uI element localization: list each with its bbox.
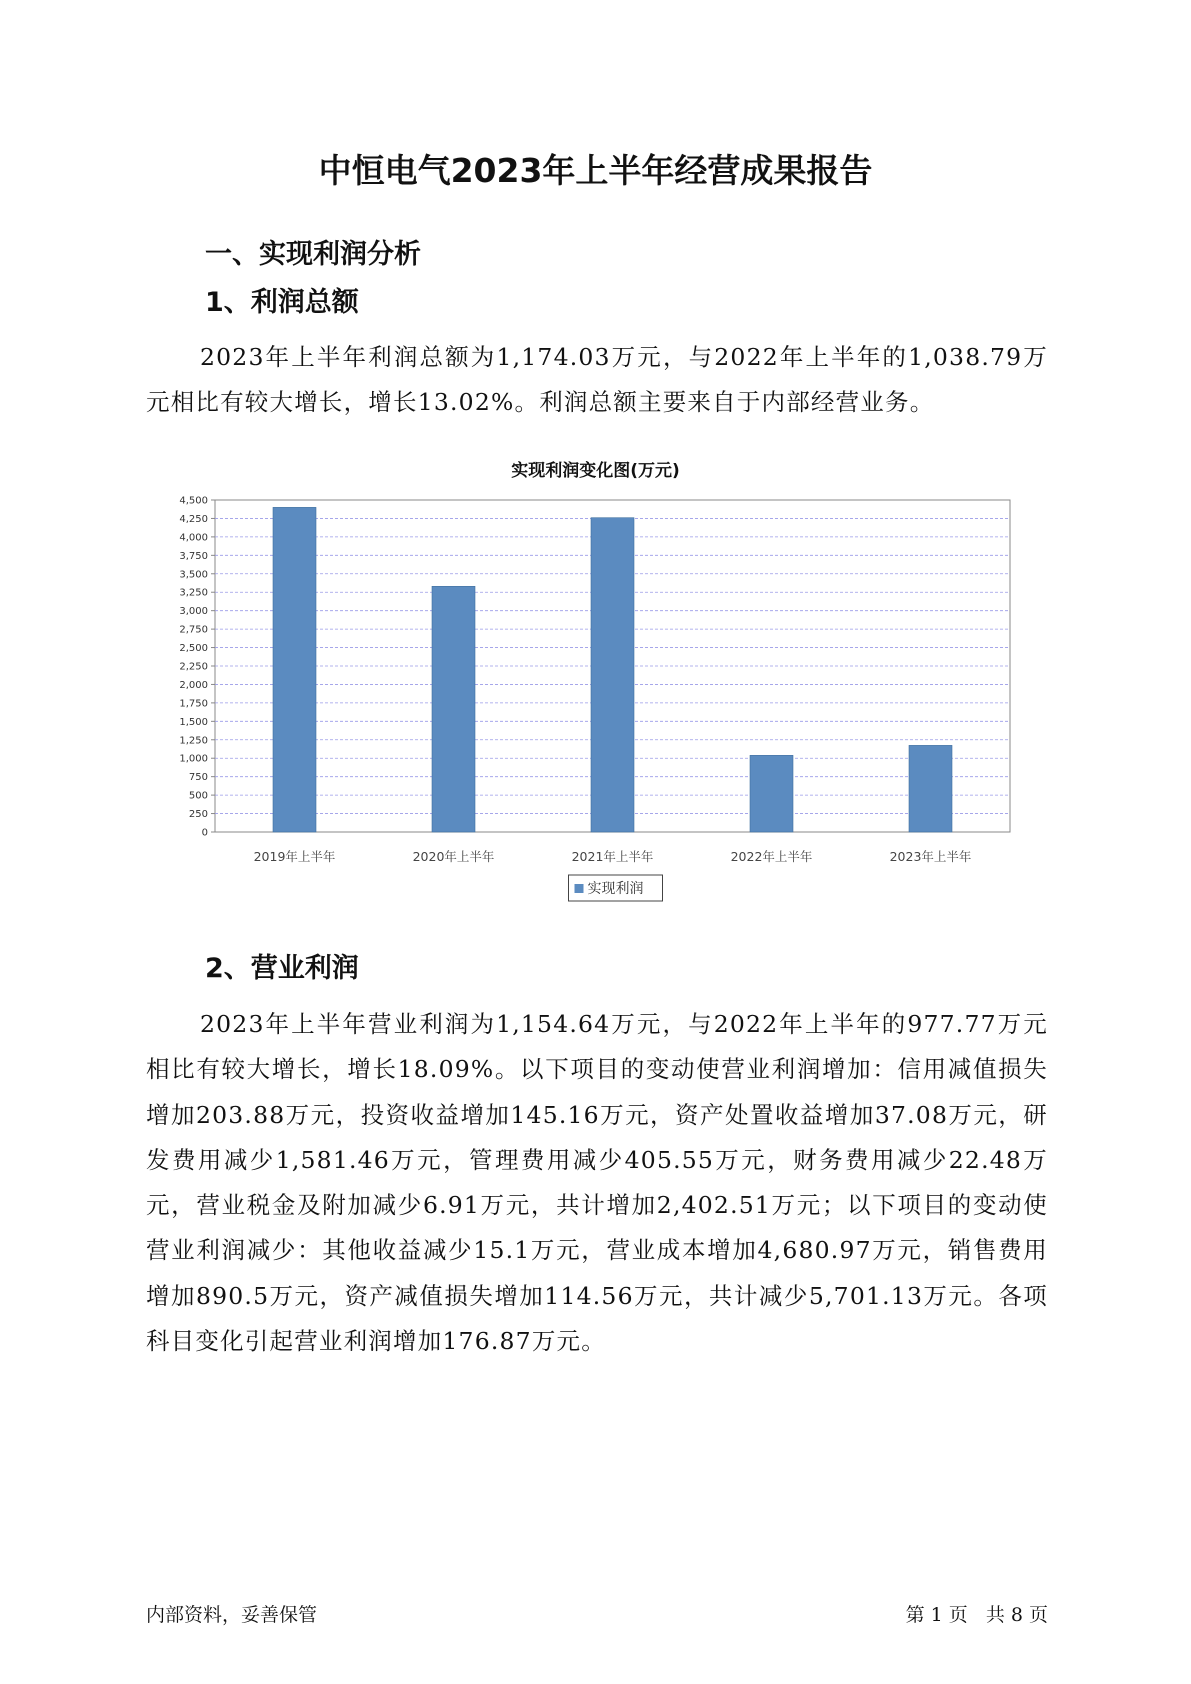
bar xyxy=(750,755,793,832)
bar xyxy=(432,586,475,832)
y-tick-label: 500 xyxy=(188,790,208,802)
total-unit: 页 xyxy=(1028,1604,1048,1626)
footer-page-info xyxy=(903,1600,1051,1627)
subsection-heading-profit-total: 1、利润总额 xyxy=(205,287,359,318)
total-pages: 8 xyxy=(1010,1604,1023,1626)
y-tick-label: 3,500 xyxy=(179,569,208,581)
y-tick-label: 3,750 xyxy=(179,550,208,562)
x-tick-label: 2020年上半年 xyxy=(412,849,495,864)
bar xyxy=(909,745,952,832)
total-prefix: 共 xyxy=(985,1604,1005,1626)
page-number: 1 xyxy=(930,1604,943,1626)
page-prefix: 第 xyxy=(905,1604,925,1626)
y-tick-label: 250 xyxy=(188,809,208,821)
y-tick-label: 0 xyxy=(201,827,208,839)
legend-label: 实现利润 xyxy=(587,881,644,897)
paragraph-profit-total: 2023年上半年利润总额为1,174.03万元，与2022年上半年的1,038.79万元相比有较大增长，增长13.02%。利润总额主要来自于内部经营业务。 xyxy=(146,343,1048,417)
x-tick-label: 2022年上半年 xyxy=(730,849,813,864)
y-tick-label: 2,250 xyxy=(179,661,208,673)
y-tick-label: 4,500 xyxy=(179,495,208,507)
y-tick-label: 1,250 xyxy=(179,735,208,747)
y-tick-label: 750 xyxy=(188,772,208,784)
section-heading: 一、实现利润分析 xyxy=(205,239,421,270)
subsection-heading-operating-profit: 2、营业利润 xyxy=(205,953,359,984)
y-tick-label: 1,750 xyxy=(179,698,208,710)
y-tick-label: 4,250 xyxy=(179,513,208,525)
y-tick-label: 3,000 xyxy=(179,606,208,618)
page-title: 中恒电气2023年上半年经营成果报告 xyxy=(318,151,873,190)
y-tick-label: 1,500 xyxy=(179,716,208,728)
bar xyxy=(591,518,634,832)
profit-bar-chart xyxy=(160,490,1030,910)
x-tick-label: 2019年上半年 xyxy=(253,849,336,864)
chart-title: 实现利润变化图(万元) xyxy=(511,461,680,481)
x-tick-label: 2021年上半年 xyxy=(571,849,654,864)
x-tick-label: 2023年上半年 xyxy=(889,849,972,864)
y-tick-label: 2,000 xyxy=(179,679,208,691)
y-tick-label: 3,250 xyxy=(179,587,208,599)
y-tick-label: 4,000 xyxy=(179,532,208,544)
footer-confidential-note: 内部资料，妥善保管 xyxy=(146,1604,318,1626)
y-tick-label: 1,000 xyxy=(179,753,208,765)
y-tick-label: 2,750 xyxy=(179,624,208,636)
paragraph-operating-profit: 2023年上半年营业利润为1,154.64万元，与2022年上半年的977.77万元相比有较大增长，增长18.09%。以下项目的变动使营业利润增加：信用减值损失增加203.88万元，投资收益增加145.16万元，资产处置收益增加37.08万元，研发费用减少1,581.46万元，管理费用减少405.55万元，财务费用减少22.48万元，营业税金及附加减少6.91万元，共计增加2,402.51万元；以下项目的变动使营业利润减少：其他收益减少15.1万元，营业成本增加4,680.97万元，销售费用增加890.5万元，资产减值损失增加114.56万元，共计减少5,701.13万元。各项科目变化引起营业利润增加176.87万元。 xyxy=(146,1010,1048,1356)
bar xyxy=(273,507,316,832)
y-tick-label: 2,500 xyxy=(179,643,208,655)
page-unit: 页 xyxy=(948,1604,968,1626)
legend-swatch xyxy=(575,884,584,893)
